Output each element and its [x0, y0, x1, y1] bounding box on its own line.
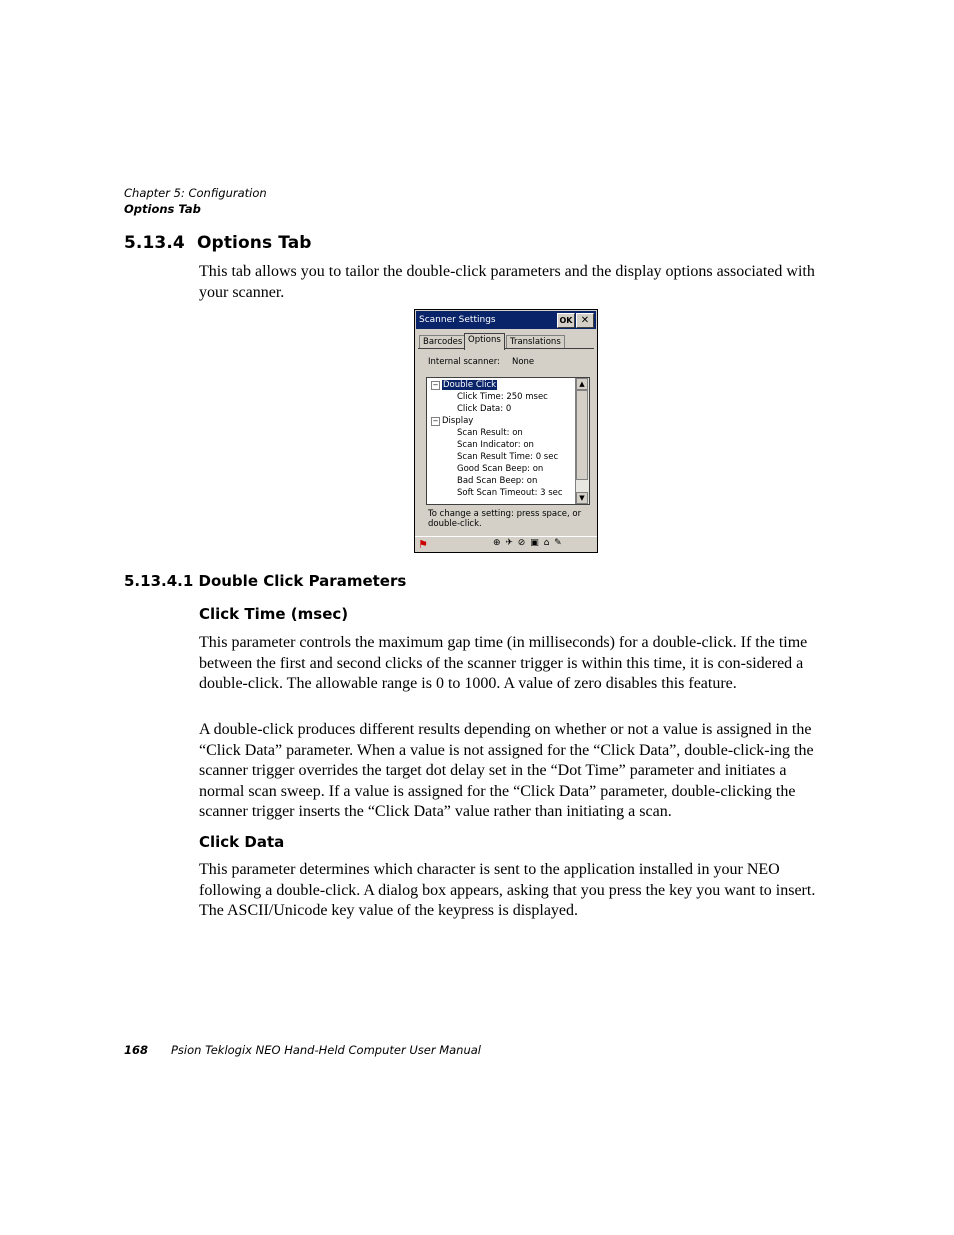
- taskbar: [415, 536, 597, 552]
- manual-title: Psion Teklogix NEO Hand-Held Computer User Manual: [171, 1043, 481, 1057]
- click-data-heading: Click Data: [199, 833, 285, 851]
- tree-item-soft-scan-timeout[interactable]: Soft Scan Timeout: 3 sec: [457, 488, 563, 498]
- hint-text: To change a setting: press space, or double-click.: [428, 509, 582, 529]
- internal-scanner-label: Internal scanner:: [428, 357, 500, 367]
- section-heading: [124, 233, 312, 253]
- running-header: [124, 185, 267, 217]
- page-number: 168: [124, 1043, 149, 1057]
- scroll-down-icon[interactable]: ▼: [576, 492, 588, 504]
- ok-button[interactable]: OK: [557, 313, 575, 328]
- tree-item-click-data[interactable]: Click Data: 0: [457, 404, 512, 414]
- page-footer: [124, 1043, 481, 1057]
- intro-paragraph: This tab allows you to tailor the double-click parameters and the display options associated with your scanner.: [199, 263, 815, 301]
- section-title: Options Tab: [197, 233, 312, 253]
- tree-node-double-click[interactable]: [431, 379, 497, 391]
- tree-item-scan-result-time[interactable]: Scan Result Time: 0 sec: [457, 452, 559, 462]
- tree-item-scan-result[interactable]: Scan Result: on: [457, 428, 523, 438]
- tab-barcodes[interactable]: Barcodes: [419, 335, 466, 349]
- settings-tree[interactable]: [426, 377, 590, 505]
- tab-options[interactable]: Options: [464, 333, 505, 350]
- tree-node-label: Double Click: [443, 380, 497, 390]
- scroll-thumb[interactable]: [576, 390, 588, 480]
- vertical-scrollbar[interactable]: [575, 378, 589, 504]
- click-time-paragraph-2: A double-click produces different results depending on whether or not a value is assigned in the “Click Data” parameter. When a value is not assigned for the “Click Data”, double-click-ing the scanner trigger overrides the target dot delay set in the “Dot Time” parameter and initiates a normal scan sweep. If a value is assigned for the “Click Data” parameter, double-clicking the scanner trigger inserts the “Click Data” value rather than initiating a scan.: [199, 721, 814, 820]
- tree-item-bad-scan-beep[interactable]: Bad Scan Beep: on: [457, 476, 538, 486]
- chapter-label: Chapter 5: Configuration: [124, 186, 267, 200]
- click-data-paragraph: This parameter determines which character is sent to the application installed in your NEO following a double-click. A dialog box appears, asking that you press the key you want to insert. The ASCII/Unicode key value of the keypress is displayed.: [199, 861, 816, 919]
- scanner-settings-screenshot: [414, 309, 598, 553]
- window-title: Scanner Settings: [419, 315, 496, 325]
- windows-flag-icon[interactable]: ⚑: [418, 538, 428, 551]
- system-tray-icons[interactable]: ⊕ ✈ ⊘ ▣ ⌂ ✎: [493, 538, 563, 548]
- tree-item-click-time[interactable]: Click Time: 250 msec: [457, 392, 548, 402]
- tree-node-display[interactable]: [431, 415, 473, 427]
- click-time-heading: Click Time (msec): [199, 605, 349, 623]
- tab-divider: [418, 348, 594, 349]
- tree-item-scan-indicator[interactable]: Scan Indicator: on: [457, 440, 534, 450]
- close-icon[interactable]: ✕: [576, 313, 594, 328]
- collapse-icon[interactable]: −: [432, 417, 439, 425]
- subsection-heading: 5.13.4.1 Double Click Parameters: [124, 572, 407, 590]
- section-number: 5.13.4: [124, 233, 185, 253]
- collapse-icon[interactable]: −: [432, 381, 439, 389]
- scroll-up-icon[interactable]: ▲: [576, 378, 588, 390]
- tab-translations[interactable]: Translations: [506, 335, 565, 349]
- click-time-paragraph-1: This parameter controls the maximum gap time (in milliseconds) for a double-click. If the time between the first and second clicks of the scanner trigger is within this time, it is con-sidered a double-click. The allowable range is 0 to 1000. A value of zero disables this feature.: [199, 634, 808, 692]
- internal-scanner-value: None: [511, 357, 535, 367]
- tree-node-label: Display: [442, 416, 474, 426]
- title-bar: [416, 311, 596, 329]
- internal-scanner-row: [428, 357, 534, 367]
- tree-item-good-scan-beep[interactable]: Good Scan Beep: on: [457, 464, 544, 474]
- section-label: Options Tab: [124, 202, 201, 216]
